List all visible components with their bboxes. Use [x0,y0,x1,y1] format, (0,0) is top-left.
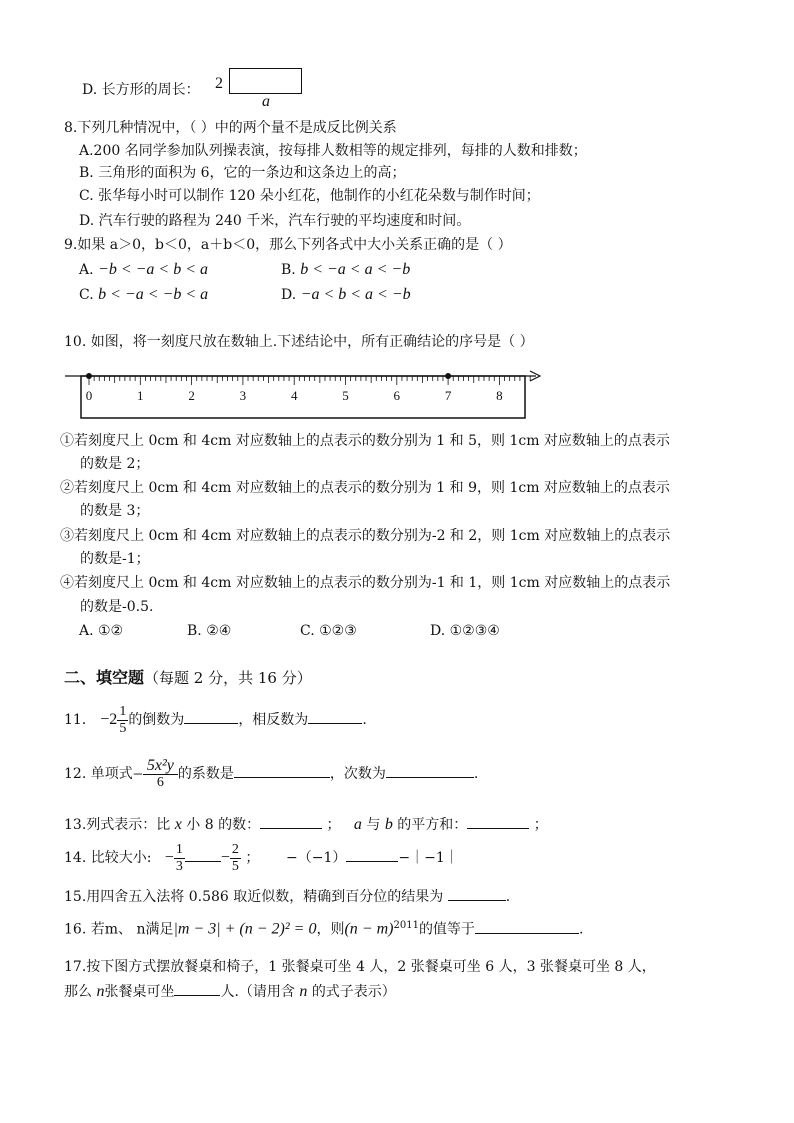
q11-blank-reciprocal[interactable] [184,709,238,724]
q14-fraction-1: $\frac{1}{3}$ [175,841,183,874]
q12: 12. 单项式− $\frac{\text{5x²y}}{6}$ 的系数是 ，次数为 . [64,756,479,790]
q9-option-b: B. b < −a < a < −b [281,261,411,278]
q12-blank-coefficient[interactable] [234,763,330,778]
q10-statement-4a: ④若刻度尺上 0cm 和 4cm 对应数轴上的点表示的数分别为-1 和 1，则 1cm 对应数轴上的点表示 [60,575,671,591]
q10-statement-2a: ②若刻度尺上 0cm 和 4cm 对应数轴上的点表示的数分别为 1 和 9，则 1cm 对应数轴上的点表示 [60,480,670,496]
q7-option-d-num: 2 [215,75,223,92]
q11-blank-opposite[interactable] [308,709,362,724]
ruler-label-2: 2 [188,388,195,403]
ruler-label-4: 4 [290,388,298,403]
ruler-label-5: 5 [342,388,349,403]
q8-option-d: D. 汽车行驶的路程为 240 千米，汽车行驶的平均速度和时间。 [79,213,471,229]
q8-option-a: A.200 名同学参加队列操表演，按每排人数相等的规定排列，每排的人数和排数； [79,143,587,159]
q8-stem: 8.下列几种情况中，（ ）中的两个量不是成反比例关系 [64,120,397,136]
q8-option-c: C. 张华每小时可以制作 120 朵小红花，他制作的小红花朵数与制作时间； [79,188,540,204]
ruler-label-1: 1 [137,388,144,403]
point-dot [86,373,92,379]
q10-statement-1b: 的数是 2； [80,456,150,472]
q10-statement-3b: 的数是-1； [80,551,150,567]
q10-statement-4b: 的数是-0.5. [80,599,154,615]
ruler-label-7: 7 [444,388,452,403]
q9-option-d: D. −a < b < a < −b [281,286,411,303]
q9-option-a: A. −b < −a < b < a [79,261,208,278]
q14-blank-2[interactable] [346,847,398,862]
q12-blank-degree[interactable] [386,763,474,778]
q13-blank-2[interactable] [467,814,529,829]
rectangle-figure [229,68,302,94]
q11: 11． −2 $\frac{1}{5}$ 的倒数为 ，相反数为 . [64,703,367,736]
q15: 15.用四舍五入法将 0.586 取近似数，精确到百分位的结果为 . [64,886,510,906]
q15-blank[interactable] [448,886,506,901]
q9-option-c: C. b < −a < −b < a [79,286,209,303]
q10-stem: 10. 如图，将一刻度尺放在数轴上.下述结论中，所有正确结论的序号是（ ） [64,334,534,350]
q13: 13.列式表示：比 x 小 8 的数： ； a 与 b 的平方和： ； [64,816,548,833]
q10-option-b: B. ②④ [187,623,232,639]
ruler-label-6: 6 [393,388,401,403]
point-dot [445,373,451,379]
q17-line-2: 那么 n张餐桌可坐 人.（请用含 n 的式子表示） [64,983,396,1000]
q10-option-c: C. ①②③ [300,623,357,639]
q10-statement-3a: ③若刻度尺上 0cm 和 4cm 对应数轴上的点表示的数分别为-2 和 2，则 1cm 对应数轴上的点表示 [60,528,671,544]
section-2-heading [64,669,312,688]
q16-blank[interactable] [475,919,579,934]
section-2-title: 二、填空题 [64,668,145,687]
q10-statement-2b: 的数是 3； [80,503,150,519]
ruler-figure [60,360,550,422]
ruler-label-8: 8 [496,388,503,403]
q11-fraction: $\frac{1}{5}$ [119,703,127,736]
q12-fraction: $\frac{\text{5x²y}}{6}$ [143,758,178,791]
q14-fraction-2: $\frac{2}{5}$ [231,841,239,874]
q8-option-b: B. 三角形的面积为 6，它的一条边和这条边上的高； [79,165,406,181]
q17-blank[interactable] [174,981,220,996]
q7-option-d [82,81,200,99]
ruler-body [81,376,525,418]
section-2-note: （每题 2 分，共 16 分） [144,669,312,687]
ruler-label-3: 3 [239,388,247,403]
q10-statement-1a: ①若刻度尺上 0cm 和 4cm 对应数轴上的点表示的数分别为 1 和 5，则 1cm 对应数轴上的点表示 [60,433,670,449]
q13-blank-1[interactable] [260,814,322,829]
q10-option-d: D. ①②③④ [430,623,500,639]
q17-line-1: 17.按下图方式摆放餐桌和椅子，1 张餐桌可坐 4 人，2 张餐桌可坐 6 人，3 张餐桌可坐 8 人， [64,959,656,975]
q14: 14. 比较大小: − $\frac{1}{3}$ − $\frac{2}{5}$ ； −（−1） −｜−1｜ [64,841,459,874]
ruler-label-0: 0 [85,388,93,403]
q10-option-a: A. ①② [79,623,124,639]
q9-stem: 9.如果 a＞0，b＜0，a＋b＜0，那么下列各式中大小关系正确的是（ ） [64,237,512,253]
q16: 16. 若m、 n满足|m − 3| + (n − 2)² = 0，则$(n - m)^{2011}$的值等于 . [64,920,584,938]
q14-blank-1[interactable] [185,847,221,862]
q7-option-d-label: D. 长方形的周长： [82,82,200,98]
q7-option-d-den: a [262,93,270,110]
